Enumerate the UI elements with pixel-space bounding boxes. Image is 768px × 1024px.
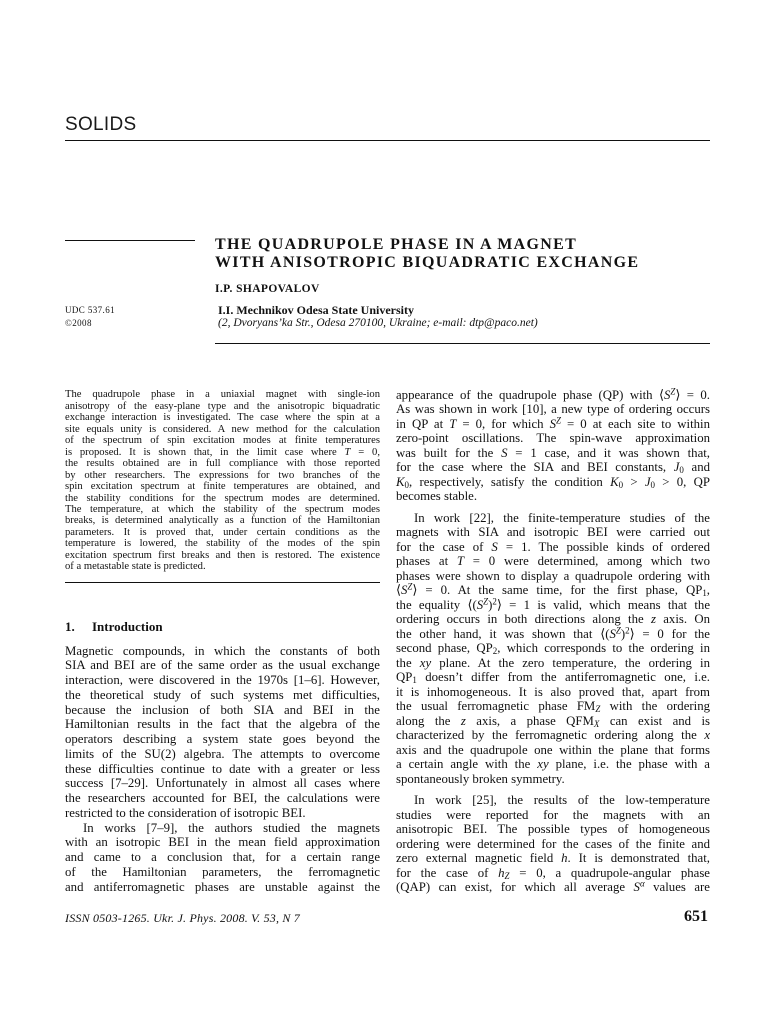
math-symbol: K bbox=[396, 474, 405, 489]
text-line bbox=[396, 475, 710, 490]
math-symbol: Z bbox=[483, 596, 489, 607]
text-run: for the case where the SIA and BEI constants, bbox=[396, 460, 674, 475]
text-run: = 1 case, and it was shown that, bbox=[507, 445, 710, 460]
text-line: temperature is lowered, the stability of the modes of the spin bbox=[65, 538, 380, 550]
text-run: = 1. The possible kinds of ordered bbox=[497, 539, 710, 554]
text-line bbox=[396, 388, 710, 403]
math-symbol: x bbox=[704, 728, 710, 743]
text-run: for the case of bbox=[396, 865, 499, 880]
copyright-year: ©2008 bbox=[65, 318, 92, 328]
text-line bbox=[396, 612, 710, 627]
udc-code: UDC 537.61 bbox=[65, 305, 116, 315]
text-run: second phase, QP bbox=[396, 641, 493, 656]
text-line bbox=[396, 446, 710, 461]
math-symbol: J bbox=[673, 460, 680, 475]
text-line: breaks, is determined analytically as a function of the Hamiltonian bbox=[65, 515, 380, 527]
math-symbol: Z bbox=[670, 386, 676, 397]
text-run: , bbox=[706, 583, 710, 598]
header-rule bbox=[65, 140, 710, 141]
text-line: the theoretical study of such systems met difficulties, bbox=[65, 687, 380, 702]
text-line bbox=[65, 447, 380, 458]
text-line bbox=[396, 728, 710, 743]
math-symbol: 1 bbox=[702, 588, 707, 599]
math-symbol: K bbox=[610, 474, 619, 489]
text-run: plane. At the zero temperature, the ordering in bbox=[431, 655, 710, 670]
text-run: along the bbox=[396, 713, 461, 728]
text-line: the results obtained are in full compliance with those reported bbox=[65, 458, 380, 470]
math-symbol: h bbox=[498, 865, 505, 880]
math-symbol: J bbox=[644, 474, 651, 489]
text-line: spontaneously broken symmetry. bbox=[396, 771, 565, 786]
text-line: becomes stable. bbox=[396, 489, 478, 504]
paragraph bbox=[65, 389, 380, 573]
math-symbol: X bbox=[593, 718, 600, 729]
text-run: a certain angle with the bbox=[396, 757, 538, 772]
text-run: phases at bbox=[396, 554, 457, 569]
text-line bbox=[396, 714, 710, 729]
math-symbol: z bbox=[650, 612, 656, 627]
abstract bbox=[65, 389, 380, 573]
text-line: As was shown in work [10], a new type of ordering occurs bbox=[396, 402, 710, 417]
text-run: . It is demonstrated that, bbox=[567, 851, 710, 866]
author-affiliation bbox=[218, 304, 538, 330]
text-run: values are bbox=[644, 880, 710, 895]
text-run: ) bbox=[488, 597, 493, 612]
page-number: 651 bbox=[684, 908, 708, 925]
text-line: success [7–29]. Unfortunately in almost all cases where bbox=[65, 776, 380, 791]
text-run: = 0 were determined, among which two bbox=[464, 554, 710, 569]
math-symbol: α bbox=[639, 878, 645, 889]
text-line: In work [22], the finite-temperature studies of the bbox=[414, 510, 710, 525]
right-column-body bbox=[396, 388, 710, 895]
text-line: and came to a conclusion that, for a certain range bbox=[65, 850, 380, 865]
math-symbol: 2 bbox=[492, 596, 497, 607]
text-line bbox=[396, 851, 710, 866]
text-line bbox=[396, 641, 710, 656]
text-run: was built for the bbox=[396, 445, 502, 460]
text-run: ) bbox=[620, 626, 626, 641]
math-symbol: T bbox=[449, 416, 457, 431]
text-run: the other hand, it was shown that ⟨( bbox=[396, 626, 610, 641]
text-run: zero external magnetic field bbox=[396, 851, 562, 866]
math-symbol: S bbox=[663, 387, 671, 402]
article-meta bbox=[65, 304, 115, 330]
text-run: the bbox=[396, 655, 420, 670]
text-line: limits of the SU(2) algebra. The attempts to overcome bbox=[65, 746, 380, 761]
text-line: excitation spectrum first breaks and then is restored. The existence bbox=[65, 549, 380, 561]
text-run: the equality ⟨( bbox=[396, 597, 477, 612]
text-run: and bbox=[683, 460, 710, 475]
math-symbol: Z bbox=[595, 704, 601, 715]
text-run: ⟩ = 0. bbox=[675, 387, 710, 402]
math-symbol: 1 bbox=[412, 675, 417, 686]
text-line: phases were shown to display a quadrupole ordering with bbox=[396, 568, 710, 583]
text-line: of a metastable state is predicted. bbox=[65, 561, 206, 573]
text-line: Hamiltonian results in the fact that the algebra of the bbox=[65, 717, 380, 732]
math-symbol: T bbox=[456, 554, 465, 569]
text-run: axis. On bbox=[655, 612, 710, 627]
text-line: of the Hamiltonian parameters, the ferromagnetic bbox=[65, 864, 380, 879]
math-symbol: 0 bbox=[618, 479, 624, 490]
text-run: is proposed. It is shown that, in the limit case where bbox=[65, 446, 345, 458]
text-line bbox=[396, 656, 710, 671]
text-line bbox=[396, 670, 710, 685]
paragraph bbox=[396, 793, 710, 895]
text-line: it is inhomogeneous. It is also proved that, apart from bbox=[396, 684, 710, 699]
text-line: the stability conditions for the spectrum modes are determined. bbox=[65, 492, 380, 504]
section-title: Introduction bbox=[92, 619, 163, 634]
text-line: anisotropy of the easy-plane type and the anisotropic biquadratic bbox=[65, 400, 380, 412]
paragraph bbox=[396, 511, 710, 787]
text-line: magnets with SIA and isotropic BEI were carried out bbox=[396, 525, 710, 540]
abstract-rule bbox=[65, 582, 380, 583]
text-line: Magnetic compounds, in which the constants of both bbox=[65, 643, 380, 658]
text-line: with an isotropic BEI in the mean field approximation bbox=[65, 835, 380, 850]
text-run: for the case of bbox=[396, 539, 492, 554]
paragraph bbox=[396, 388, 710, 504]
math-symbol: 2 bbox=[492, 646, 498, 657]
math-symbol: S bbox=[633, 880, 640, 895]
title-short-rule bbox=[65, 240, 195, 241]
text-run: , respectively, satisfy the condition bbox=[409, 474, 611, 489]
text-line: ordering were determined for the cases of the finite and bbox=[396, 836, 710, 851]
paragraph bbox=[65, 821, 380, 895]
text-line bbox=[396, 627, 710, 642]
math-symbol: S bbox=[401, 583, 408, 598]
math-symbol: S bbox=[549, 416, 556, 431]
text-run: = 0, for which bbox=[456, 416, 550, 431]
math-symbol: 2 bbox=[625, 625, 630, 636]
text-line: because the inclusion of both SIA and BEI in the bbox=[65, 702, 380, 717]
text-line: exchange interaction is investigated. The case where the spin at a bbox=[65, 412, 380, 424]
text-line bbox=[396, 757, 710, 772]
text-line: axis and the quadrupole one within the plane that forms bbox=[396, 742, 710, 757]
math-symbol: xy bbox=[537, 757, 549, 772]
paragraph bbox=[65, 644, 380, 821]
author-name: I.P. SHAPOVALOV bbox=[215, 283, 320, 295]
text-line: In work [25], the results of the low-temperature bbox=[414, 793, 710, 808]
text-run: (QAP) can exist, for which all average bbox=[396, 880, 634, 895]
text-run: = 0, a quadrupole-angular phase bbox=[509, 865, 710, 880]
math-symbol: S bbox=[609, 626, 616, 641]
text-line: the researchers accounted for BEI, the calculations were bbox=[65, 791, 380, 806]
math-symbol: S bbox=[501, 445, 508, 460]
text-line: SIA and BEI are of the same order as the usual exchange bbox=[65, 658, 380, 673]
text-line bbox=[396, 540, 710, 555]
text-line: spin excitation spectrum at finite temperatures are obtained, and bbox=[65, 481, 380, 493]
text-line bbox=[396, 417, 710, 432]
text-line bbox=[396, 880, 710, 895]
text-run: = 0, bbox=[350, 446, 380, 458]
section-heading bbox=[65, 619, 163, 635]
text-line bbox=[396, 598, 710, 613]
article-title bbox=[215, 236, 639, 272]
math-symbol: S bbox=[491, 539, 498, 554]
text-line: by other researchers. The expressions for two branches of the bbox=[65, 469, 380, 481]
text-run: plane, i.e. the phase with a bbox=[548, 757, 710, 772]
section-number: 1. bbox=[65, 619, 75, 634]
text-run: characterized by the ferromagnetic ordering along the bbox=[396, 728, 705, 743]
text-line: The temperature, at which the stability of the spectrum modes bbox=[65, 503, 380, 515]
meta-rule bbox=[215, 343, 710, 344]
text-line: The quadrupole phase in a uniaxial magnet with single-ion bbox=[65, 389, 380, 401]
math-symbol: 0 bbox=[679, 465, 684, 476]
math-symbol: 0 bbox=[650, 479, 656, 490]
text-run: ⟨ bbox=[396, 583, 401, 598]
text-run: = 0 at each site to within bbox=[560, 416, 710, 431]
text-run: the usual ferromagnetic phase FM bbox=[396, 699, 596, 714]
math-symbol: Z bbox=[407, 581, 413, 592]
text-run: in QP at bbox=[396, 416, 450, 431]
text-line: and antiferromagnetic phases are unstable against the bbox=[65, 879, 380, 894]
text-run: can exist and is bbox=[599, 713, 710, 728]
text-run: doesn’t differ from the antiferromagnetic one, i.e. bbox=[416, 670, 710, 685]
text-run: ⟩ = 1 is valid, which means that the bbox=[496, 597, 710, 612]
text-line: parameters. It is proved that, under certain conditions as the bbox=[65, 526, 380, 538]
title-line: THE QUADRUPOLE PHASE IN A MAGNET bbox=[215, 236, 578, 253]
text-line: of the spectrum of spin excitation modes at finite temperatures bbox=[65, 435, 380, 447]
math-symbol: Z bbox=[615, 625, 621, 636]
text-line: anisotropic BEI. The possible types of homogeneous bbox=[396, 822, 710, 837]
institution-name: I.I. Mechnikov Odesa State University bbox=[218, 302, 414, 317]
text-run: QP bbox=[396, 670, 413, 685]
text-line: In works [7–9], the authors studied the magnets bbox=[83, 820, 380, 835]
text-line bbox=[396, 554, 710, 569]
math-symbol: S bbox=[476, 597, 484, 612]
title-line: WITH ANISOTROPIC BIQUADRATIC EXCHANGE bbox=[215, 254, 640, 271]
text-line: operators describing a system state goes beyond the bbox=[65, 732, 380, 747]
math-symbol: z bbox=[460, 713, 466, 728]
text-line bbox=[396, 866, 710, 881]
institution-address: (2, Dvoryans’ka Str., Odesa 270100, Ukraine; e-mail: dtp@paco.net) bbox=[218, 316, 538, 329]
text-line bbox=[396, 460, 710, 475]
text-line: restricted to the consideration of isotropic BEI. bbox=[65, 805, 306, 820]
text-run: ⟩ = 0 for the bbox=[629, 626, 710, 641]
math-symbol: Z bbox=[504, 870, 510, 881]
math-symbol: xy bbox=[419, 655, 432, 670]
text-line: zero-point oscillations. The spin-wave approximation bbox=[396, 431, 710, 446]
text-line bbox=[396, 583, 710, 598]
left-column-body bbox=[65, 644, 380, 895]
text-run: axis, a phase QFM bbox=[465, 713, 594, 728]
math-symbol: 0 bbox=[404, 479, 410, 490]
text-run: appearance of the quadrupole phase (QP) with ⟨ bbox=[396, 387, 664, 402]
text-line bbox=[396, 699, 710, 714]
text-run: , which corresponds to the ordering in bbox=[497, 641, 710, 656]
text-line: these difficulties continue to date with a greater or less bbox=[65, 761, 380, 776]
text-run: ordering occurs in both directions along the bbox=[396, 612, 651, 627]
text-line: site equals unity is considered. A new method for the calculation bbox=[65, 423, 380, 435]
text-run: with the ordering bbox=[600, 699, 710, 714]
journal-section-label: SOLIDS bbox=[65, 114, 137, 135]
text-run: > bbox=[623, 474, 645, 489]
math-symbol: T bbox=[344, 446, 351, 458]
footer-journal-citation: ISSN 0503-1265. Ukr. J. Phys. 2008. V. 53, N 7 bbox=[65, 911, 300, 925]
math-symbol: Z bbox=[555, 415, 561, 426]
text-line: interaction, were discovered in the 1970s [1–6]. However, bbox=[65, 673, 380, 688]
math-symbol: h bbox=[561, 851, 568, 866]
text-line: studies were reported for the magnets with an bbox=[396, 807, 710, 822]
text-run: > 0, QP bbox=[655, 474, 710, 489]
text-run: ⟩ = 0. At the same time, for the first phase, QP bbox=[412, 583, 703, 598]
